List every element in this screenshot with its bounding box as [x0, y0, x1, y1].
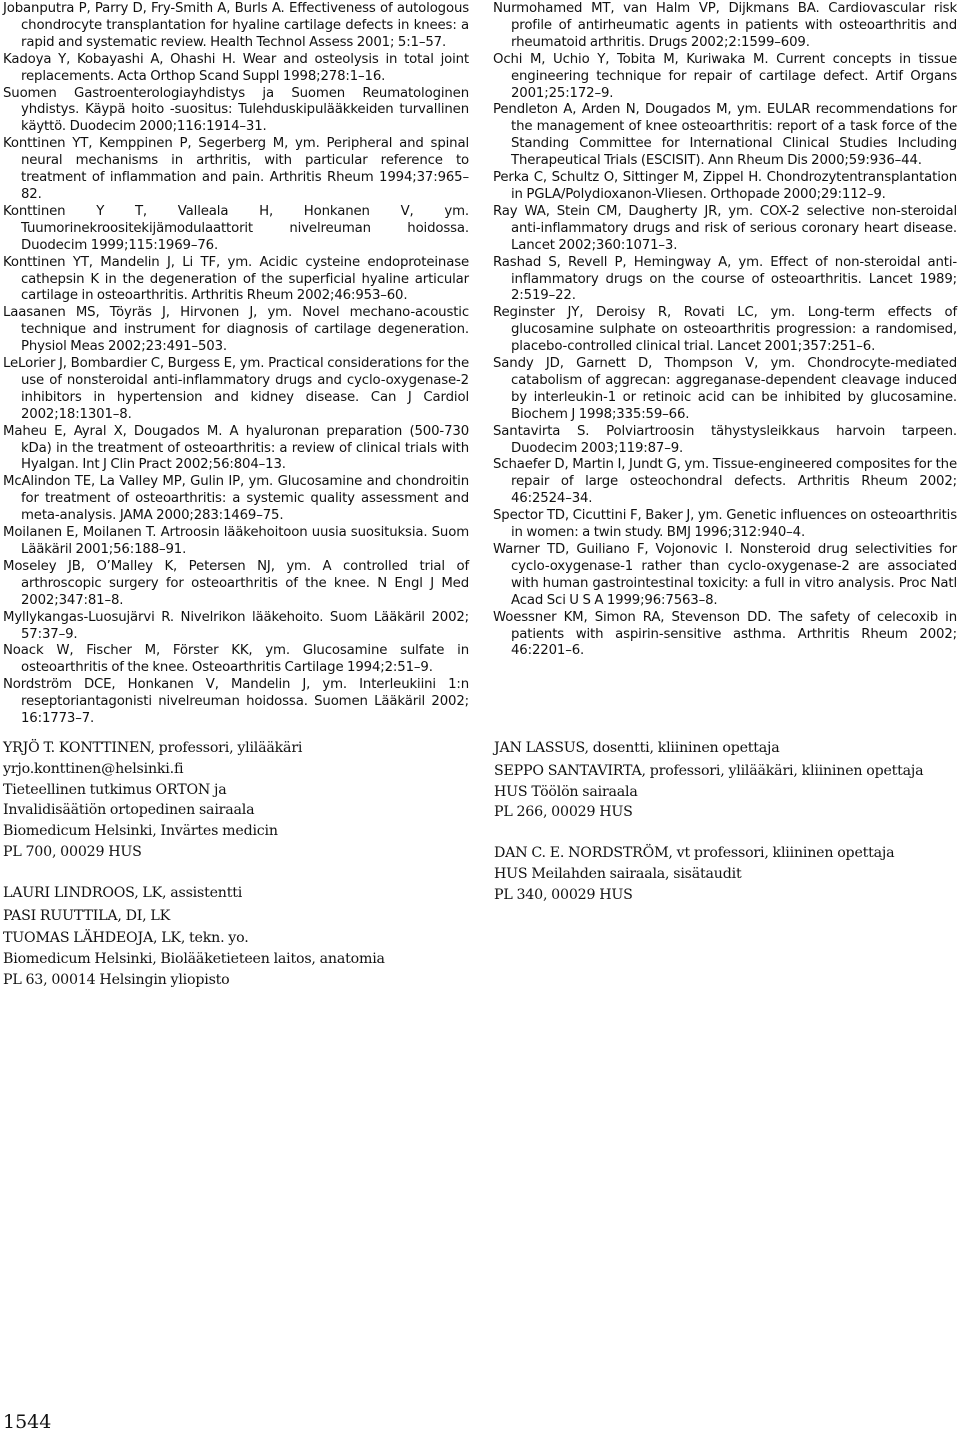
reference-item: [493, 1, 957, 52]
address-line: PL 340, 00029 HUS: [494, 886, 633, 903]
author-name-title: TUOMAS LÄHDEOJA, LK, tekn. yo.: [3, 930, 249, 947]
reference-item: [3, 136, 469, 204]
affiliation-line: Invalidisäätiön ortopedinen sairaala: [3, 802, 255, 819]
reference-item: [3, 204, 469, 255]
reference-authors: Konttinen Y T, Valleala H, Honkanen V, ym.: [3, 203, 469, 219]
reference-authors: Reginster JY, Deroisy R, Rovati LC, ym.: [493, 305, 796, 321]
reference-citation: Cardiovascular risk profile of antirheumatic agents in patients with osteoarthritis and rheumatoid arthritis. Drugs 2002;2:1599–609.: [511, 1, 957, 50]
reference-item: [3, 525, 469, 559]
reference-item: [493, 52, 957, 103]
address-line: PL 266, 00029 HUS: [494, 804, 633, 821]
reference-authors: Rashad S, Revell P, Hemingway A, ym.: [493, 254, 764, 270]
author-name-title: PASI RUUTTILA, DI, LK: [3, 907, 171, 924]
address-line: PL 700, 00029 HUS: [3, 843, 142, 860]
author-name-title: YRJÖ T. KONTTINEN, professori, ylilääkäri: [3, 740, 303, 756]
reference-authors: Moseley JB, O’Malley K, Petersen NJ, ym.: [3, 558, 311, 574]
reference-citation: The safety of celecoxib in patients with aspirin-sensitive asthma. Arthritis Rheum 2002; 46:2201–6.: [511, 609, 958, 659]
reference-item: [3, 677, 469, 728]
reference-item: [3, 86, 469, 137]
reference-citation: Interleukiini 1:n reseptoriantagonisti nivelreuman hoidossa. Suomen Lääkäril 2002; 16:1773–7.: [21, 677, 469, 727]
reference-citation: Chondrocyte-mediated catabolism of aggrecan: aggreganase-dependent cleavage induced by interleukin-1 or retinoic acid can be inhibited by glucosamine. Biochem J 1998;335:59–66.: [511, 356, 957, 422]
reference-authors: Warner TD, Guiliano F, Vojonovic I.: [493, 542, 733, 557]
reference-citation: Wear and osteolysis in total joint replacements. Acta Orthop Scand Suppl 1998;278:1–16.: [21, 51, 469, 84]
affiliation-line: Biomedicum Helsinki, Biolääketieteen laitos, anatomia: [3, 951, 385, 968]
reference-citation: Glucosamine and chondroitin for treatment of osteoarthritis: a systemic quality assessment and meta-analysis. JAMA 2000;283:1469–75.: [21, 474, 470, 524]
author-entry: [494, 738, 958, 759]
address-line: PL 63, 00014 Helsingin yliopisto: [3, 971, 230, 988]
reference-item: [3, 255, 469, 306]
reference-citation: Nivelrikon lääkehoito. Suom Lääkäril 2002; 57:37–9.: [21, 609, 470, 642]
references-left-column: [3, 1, 469, 728]
reference-item: [493, 305, 957, 356]
page-number: 1544: [3, 1411, 52, 1433]
reference-authors: Nordström DCE, Honkanen V, Mandelin J, ym.: [3, 677, 347, 693]
reference-item: [3, 305, 469, 356]
reference-citation: Tissue-engineered composites for the repair of large osteochondral defects. Arthritis Rheum 2002; 46:2524–34.: [511, 457, 957, 507]
reference-citation: Tuumorinekroositekijämodulaattorit nivelreuman hoidossa. Duodecim 1999;115:1969–76.: [21, 220, 469, 253]
reference-citation: Practical considerations for the use of nonsteroidal anti-inflammatory drugs and cyclo-oxygenase-2 inhibitors in hypertension and kidney disease. Can J Cardiol 2002;18:1301–8.: [21, 356, 469, 422]
reference-citation: A hyaluronan preparation (500-730 kDa) in the treatment of osteoarthritis: a review of clinical trials with Hyalgan. Int J Clin Pract 2002;56:804–13.: [21, 423, 470, 473]
reference-authors: Pendleton A, Arden N, Dougados M, ym.: [493, 102, 762, 118]
reference-authors: Ochi M, Uchio Y, Tobita M, Kuriwaka M.: [493, 51, 769, 67]
author-email: yrjo.konttinen@helsinki.fi: [3, 760, 184, 777]
reference-authors: Spector TD, Cicuttini F, Baker J, ym.: [493, 508, 723, 524]
reference-citation: Long-term effects of glucosamine sulphate on osteoarthritis progression: a randomised, placebo-controlled clinical trial. Lancet 2001;357:251–6.: [511, 305, 957, 355]
reference-citation: Polviartroosin tähystysleikkaus harvoin tarpeen. Duodecim 2003;119:87–9.: [511, 423, 958, 456]
reference-item: [3, 643, 469, 677]
reference-item: [3, 1, 469, 52]
reference-item: [493, 542, 957, 610]
author-name-title: LAURI LINDROOS, LK, assistentti: [3, 884, 243, 901]
reference-citation: COX-2 selective non-steroidal anti-inflammatory drugs and risk of serious coronary heart disease. Lancet 2002;360:1071–3.: [511, 203, 958, 253]
reference-authors: McAlindon TE, La Valley MP, Gulin IP, ym.: [3, 474, 274, 490]
reference-citation: Glucosamine sulfate in osteoarthritis of the knee. Osteoarthritis Cartilage 1994;2:51–9.: [21, 643, 469, 676]
reference-authors: Sandy JD, Garnett D, Thompson V, ym.: [493, 356, 796, 372]
author-name-title: DAN C. E. NORDSTRÖM, vt professori, kliininen opettaja: [494, 845, 895, 862]
affiliation-line: HUS Meilahden sairaala, sisätaudit: [494, 865, 742, 882]
affiliation-line: HUS Töölön sairaala: [494, 783, 638, 800]
reference-authors: Santavirta S.: [493, 423, 590, 439]
author-name-title: SEPPO SANTAVIRTA, professori, ylilääkäri, kliininen opettaja: [494, 762, 924, 779]
reference-authors: Konttinen YT, Kemppinen P, Segerberg M, ym.: [3, 136, 320, 152]
reference-authors: Moilanen E, Moilanen T.: [3, 525, 157, 541]
reference-citation: Current concepts in tissue engineering technique for repair of cartilage defect. Artif Organs 2001;25:172–9.: [511, 51, 958, 101]
author-entry: [494, 843, 958, 905]
author-affiliations-right: [494, 738, 958, 906]
reference-authors: Perka C, Schultz O, Sittinger M, Zippel H.: [493, 170, 762, 186]
reference-citation: Chondrozytentransplantation in PGLA/Polydioxanon-Vliesen. Orthopade 2000;29:112–9.: [511, 170, 958, 202]
author-entry: [3, 928, 473, 990]
reference-authors: Jobanputra P, Parry D, Fry-Smith A, Burls A.: [3, 1, 285, 16]
reference-item: [3, 474, 469, 525]
reference-authors: Noack W, Fischer M, Förster KK, ym.: [3, 643, 290, 659]
reference-item: [493, 204, 957, 255]
reference-citation: Käypä hoito -suositus: Tulehduskipulääkkeiden turvallinen käyttö. Duodecim 2000;116:1914–31.: [21, 102, 469, 135]
reference-item: [3, 424, 469, 475]
reference-authors: Woessner KM, Simon RA, Stevenson DD.: [493, 609, 772, 625]
reference-authors: Suomen Gastroenterologiayhdistys ja Suomen Reumatologinen yhdistys.: [3, 85, 469, 118]
reference-item: [493, 255, 957, 306]
reference-authors: Myllykangas-Luosujärvi R.: [3, 609, 174, 625]
author-name-title: JAN LASSUS, dosentti, kliininen opettaja: [494, 740, 780, 756]
reference-citation: Genetic influences on osteoarthritis in women: a twin study. BMJ 1996;312:940–4.: [511, 508, 957, 541]
reference-authors: Schaefer D, Martin I, Jundt G, ym.: [493, 457, 710, 473]
reference-authors: Maheu E, Ayral X, Dougados M.: [3, 423, 223, 439]
reference-item: [493, 610, 957, 661]
reference-citation: Artroosin lääkehoitoon uusia suosituksia. Suom Lääkäril 2001;56:188–91.: [21, 525, 470, 557]
reference-item: [3, 356, 469, 424]
reference-authors: Nurmohamed MT, van Halm VP, Dijkmans BA.: [493, 1, 820, 16]
reference-citation: Novel mechano-acoustic technique and instrument for diagnosis of cartilage degeneration. Physiol Meas 2002;23:491–503.: [21, 305, 470, 355]
reference-citation: Effectiveness of autologous chondrocyte transplantation for hyaline cartilage defects in knees: a rapid and systematic review. Health Technol Assess 2001; 5:1–57.: [21, 1, 470, 50]
affiliation-line: Biomedicum Helsinki, Invärtes medicin: [3, 823, 278, 840]
reference-item: [3, 52, 469, 86]
reference-authors: Ray WA, Stein CM, Daugherty JR, ym.: [493, 203, 753, 219]
reference-citation: Effect of non-steroidal anti-inflammatory drugs on the course of osteoarthritis. Lancet 1989; 2:519–22.: [511, 254, 958, 304]
reference-citation: Acidic cysteine endoproteinase cathepsin K in the degeneration of the superficial hyaline articular cartilage in osteoarthritis. Arthritis Rheum 2002;46:953–60.: [21, 254, 470, 304]
author-entry: [3, 883, 473, 904]
reference-item: [493, 356, 957, 424]
reference-item: [493, 102, 957, 170]
author-entry: [494, 761, 958, 823]
reference-item: [493, 170, 957, 204]
author-entry: [3, 738, 473, 863]
reference-item: [493, 424, 957, 458]
reference-citation: Peripheral and spinal neural mechanisms in arthritis, with particular reference to treatment of inflammation and pain. Arthritis Rheum 1994;37:965–82.: [21, 136, 469, 202]
reference-authors: LeLorier J, Bombardier C, Burgess E, ym.: [3, 356, 265, 372]
author-entry: [3, 906, 473, 927]
references-right-column: [493, 1, 957, 660]
reference-authors: Kadoya Y, Kobayashi A, Ohashi H.: [3, 51, 236, 67]
reference-citation: EULAR recommendations for the management of knee osteoarthritis: report of a task force of the Standing Committee for International Clinical Studies Including Therapeutical Trials (ESCISIT). Ann Rheum Dis 2000;59:936–44.: [511, 102, 957, 169]
reference-item: [3, 610, 469, 644]
reference-citation: A controlled trial of arthroscopic surgery for osteoarthritis of the knee. N Engl J Med 2002;347:81–8.: [21, 558, 470, 608]
reference-authors: Laasanen MS, Töyräs J, Hirvonen J, ym.: [3, 305, 293, 321]
reference-item: [3, 559, 469, 610]
affiliation-line: Tieteellinen tutkimus ORTON ja: [3, 781, 227, 798]
reference-item: [493, 508, 957, 542]
reference-authors: Konttinen YT, Mandelin J, Li TF, ym.: [3, 254, 253, 270]
author-affiliations-left: [3, 738, 473, 991]
reference-citation: Nonsteroid drug selectivities for cyclo-oxygenase-1 rather than cyclo-oxygenase-2 are associated with human gastrointestinal toxicity: a full in vitro analysis. Proc Natl Acad Sci U S A 1999;96:7563–8.: [511, 542, 957, 608]
reference-item: [493, 457, 957, 508]
